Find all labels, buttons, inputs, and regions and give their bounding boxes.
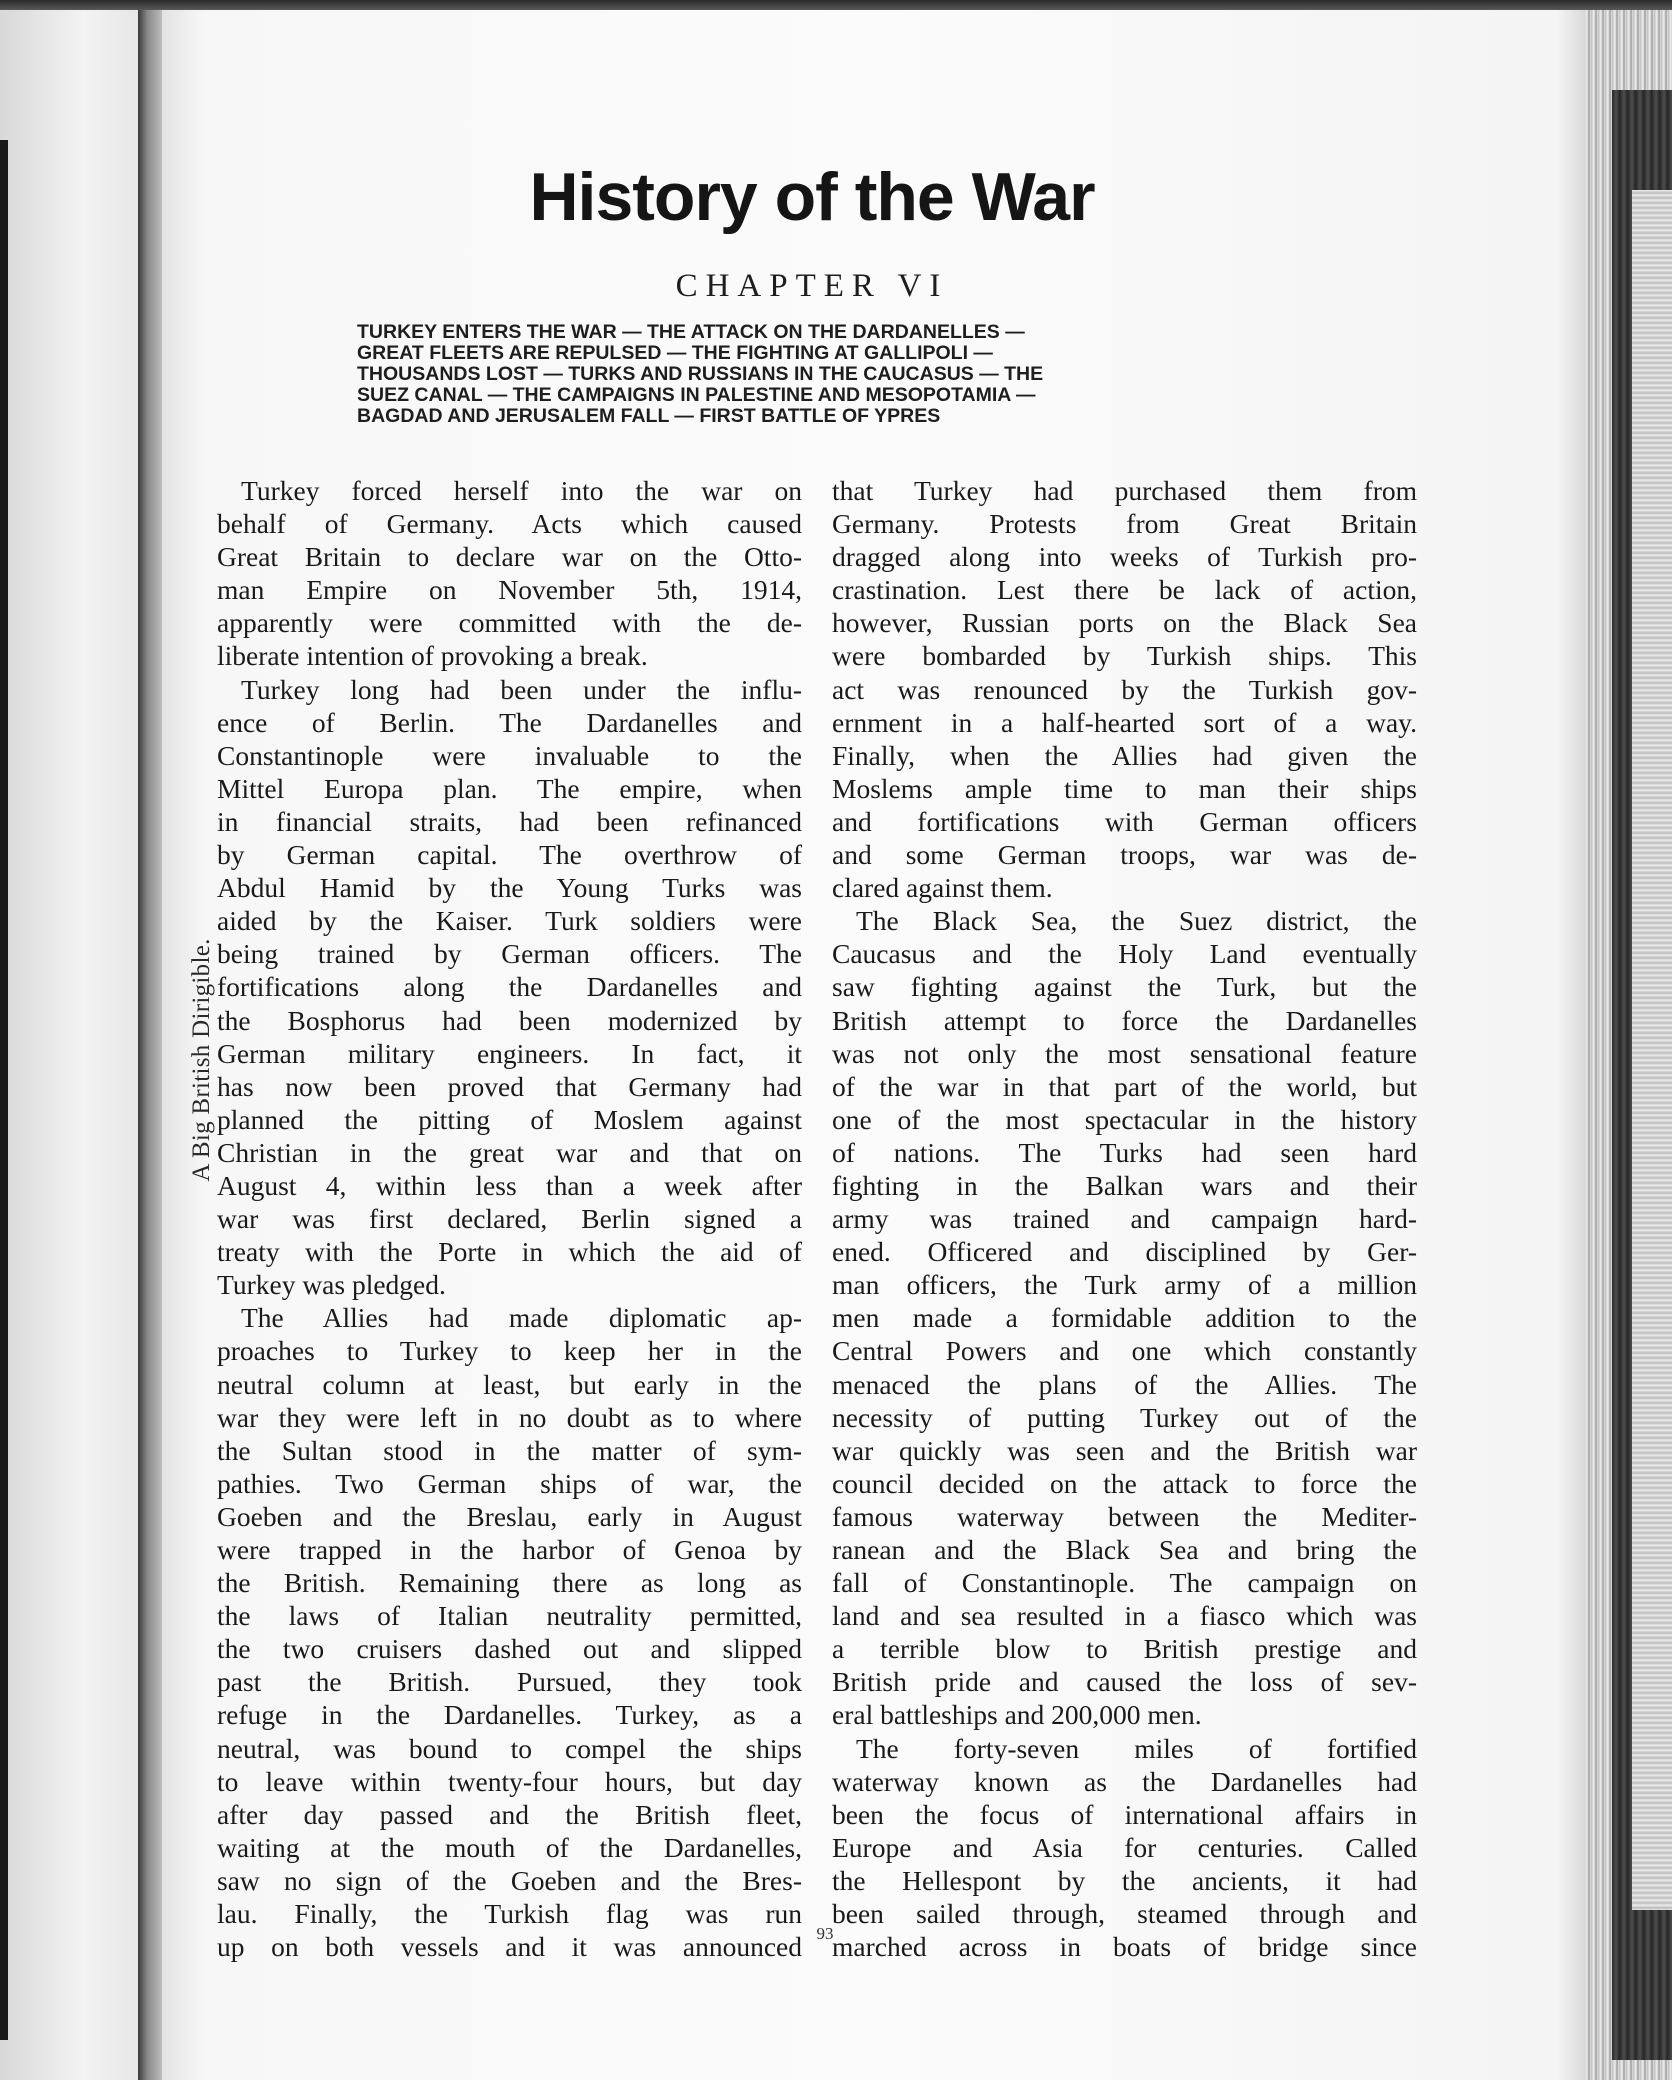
text-line: in financial straits, had been refinanced xyxy=(217,805,802,837)
text-line: The Black Sea, the Suez district, the xyxy=(856,905,1417,937)
text-line: proaches to Turkey to keep her in the xyxy=(217,1335,802,1367)
text-line: necessity of putting Turkey out of the xyxy=(832,1401,1417,1433)
synopsis-line: SUEZ CANAL — THE CAMPAIGNS IN PALESTINE AND MESOPOTAMIA — xyxy=(357,384,1036,406)
text-line: ernment in a half-hearted sort of a way. xyxy=(832,706,1417,738)
text-line: Finally, when the Allies had given the xyxy=(832,739,1417,771)
text-line: man Empire on November 5th, 1914, xyxy=(217,574,802,606)
text-line: being trained by German officers. The xyxy=(217,938,802,970)
text-line: Great Britain to declare war on the Otto- xyxy=(217,541,802,573)
text-line: Turkey forced herself into the war on xyxy=(241,475,802,506)
text-line: neutral, was bound to compel the ships xyxy=(217,1732,802,1764)
synopsis-line: THOUSANDS LOST — TURKS AND RUSSIANS IN THE CAUCASUS — THE xyxy=(357,363,1044,385)
text-line: to leave within twenty-four hours, but day xyxy=(217,1765,802,1797)
text-line: war they were left in no doubt as to where xyxy=(217,1401,802,1433)
text-line: a terrible blow to British prestige and xyxy=(832,1633,1417,1665)
text-line: after day passed and the British fleet, xyxy=(217,1798,802,1830)
text-line: crastination. Lest there be lack of action, xyxy=(832,574,1417,606)
facing-page-margin xyxy=(0,10,140,2080)
text-line: however, Russian ports on the Black Sea xyxy=(832,607,1417,639)
text-line: Christian in the great war and that on xyxy=(217,1136,802,1168)
text-line: treaty with the Porte in which the aid of xyxy=(217,1236,802,1268)
text-line: saw no sign of the Goeben and the Bres- xyxy=(217,1864,802,1896)
text-line: that Turkey had purchased them from xyxy=(832,475,1417,506)
text-line: clared against them. xyxy=(832,872,1053,904)
text-line: British pride and caused the loss of sev- xyxy=(832,1666,1417,1698)
text-line: the laws of Italian neutrality permitted, xyxy=(217,1600,802,1632)
page-stack-strip xyxy=(1632,190,1672,1910)
text-line: were trapped in the harbor of Genoa by xyxy=(217,1534,802,1565)
text-line: the Sultan stood in the matter of sym- xyxy=(217,1434,802,1466)
text-line: dragged along into weeks of Turkish pro- xyxy=(832,541,1417,573)
text-line: Turkey long had been under the influ- xyxy=(241,673,802,705)
text-line: been sailed through, steamed through and xyxy=(832,1898,1417,1930)
chapter-synopsis xyxy=(357,322,1447,427)
text-line: act was renounced by the Turkish gov- xyxy=(832,673,1417,705)
text-line: council decided on the attack to force the xyxy=(832,1467,1417,1499)
page-number: 93 xyxy=(816,1924,834,1943)
text-line: neutral column at least, but early in the xyxy=(217,1368,802,1400)
text-line: liberate intention of provoking a break. xyxy=(217,640,648,672)
text-line: refuge in the Dardanelles. Turkey, as a xyxy=(217,1699,802,1731)
text-line: war was first declared, Berlin signed a xyxy=(217,1203,802,1235)
text-line: The Allies had made diplomatic ap- xyxy=(241,1302,802,1334)
text-line: past the British. Pursued, they took xyxy=(217,1666,802,1698)
text-line: lau. Finally, the Turkish flag was run xyxy=(217,1898,802,1930)
text-column-right xyxy=(832,474,1417,1963)
text-line: was not only the most sensational feature xyxy=(832,1037,1417,1069)
text-line: fall of Constantinople. The campaign on xyxy=(832,1567,1417,1599)
text-line: by German capital. The overthrow of xyxy=(217,839,802,871)
chapter-heading: CHAPTER VI xyxy=(675,268,949,304)
text-line: Moslems ample time to man their ships xyxy=(832,772,1417,804)
text-line: Abdul Hamid by the Young Turks was xyxy=(217,872,802,904)
text-column-left xyxy=(217,474,802,1963)
text-line: the British. Remaining there as long as xyxy=(217,1567,802,1599)
text-line: behalf of Germany. Acts which caused xyxy=(217,508,802,540)
synopsis-line: GREAT FLEETS ARE REPULSED — THE FIGHTING AT GALLIPOLI — xyxy=(357,342,993,364)
synopsis-line: BAGDAD AND JERUSALEM FALL — FIRST BATTLE OF YPRES xyxy=(357,405,941,427)
text-line: marched across in boats of bridge since xyxy=(832,1931,1417,1963)
book-page xyxy=(162,10,1586,2080)
text-line: saw fighting against the Turk, but the xyxy=(832,971,1417,1003)
text-line: been the focus of international affairs in xyxy=(832,1798,1417,1830)
text-line: and fortifications with German officers xyxy=(832,805,1417,837)
text-line: Goeben and the Breslau, early in August xyxy=(217,1500,802,1532)
text-line: land and sea resulted in a fiasco which was xyxy=(832,1600,1417,1632)
text-line: has now been proved that Germany had xyxy=(217,1070,802,1102)
text-line: the two cruisers dashed out and slipped xyxy=(217,1633,802,1665)
facing-page-edge xyxy=(0,140,8,2040)
text-line: were bombarded by Turkish ships. This xyxy=(832,640,1417,672)
side-caption: A Big British Dirigible. xyxy=(188,938,215,1182)
text-line: ranean and the Black Sea and bring the xyxy=(832,1534,1417,1565)
text-line: waterway known as the Dardanelles had xyxy=(832,1765,1417,1797)
text-line: man officers, the Turk army of a million xyxy=(832,1269,1417,1301)
text-line: ence of Berlin. The Dardanelles and xyxy=(217,706,802,738)
page-title: History of the War xyxy=(529,159,1095,235)
text-line: the Bosphorus had been modernized by xyxy=(217,1004,802,1036)
synopsis-line: TURKEY ENTERS THE WAR — THE ATTACK ON THE DARDANELLES — xyxy=(357,321,1025,343)
text-line: menaced the plans of the Allies. The xyxy=(832,1368,1417,1400)
text-line: famous waterway between the Mediter- xyxy=(832,1500,1417,1532)
text-line: German military engineers. In fact, it xyxy=(217,1037,802,1069)
text-line: and some German troops, war was de- xyxy=(832,839,1417,871)
text-line: fortifications along the Dardanelles and xyxy=(217,971,802,1003)
text-line: Mittel Europa plan. The empire, when xyxy=(217,772,802,804)
text-line: aided by the Kaiser. Turk soldiers were xyxy=(217,905,802,937)
text-line: army was trained and campaign hard- xyxy=(832,1203,1417,1235)
text-line: up on both vessels and it was announced xyxy=(217,1931,802,1963)
text-line: Germany. Protests from Great Britain xyxy=(832,508,1417,540)
text-line: planned the pitting of Moslem against xyxy=(217,1103,802,1135)
text-line: men made a formidable addition to the xyxy=(832,1302,1417,1334)
text-line: The forty-seven miles of fortified xyxy=(856,1732,1417,1764)
text-line: apparently were committed with the de- xyxy=(217,607,802,639)
text-line: Central Powers and one which constantly xyxy=(832,1335,1417,1367)
text-line: the Hellespont by the ancients, it had xyxy=(832,1864,1417,1896)
text-line: British attempt to force the Dardanelles xyxy=(832,1004,1417,1036)
text-line: Turkey was pledged. xyxy=(217,1269,446,1301)
text-line: Constantinople were invaluable to the xyxy=(217,739,802,771)
text-line: eral battleships and 200,000 men. xyxy=(832,1699,1202,1731)
text-line: Caucasus and the Holy Land eventually xyxy=(832,938,1417,970)
text-line: Europe and Asia for centuries. Called xyxy=(832,1831,1417,1863)
text-line: August 4, within less than a week after xyxy=(217,1169,802,1201)
text-line: ened. Officered and disciplined by Ger- xyxy=(832,1236,1417,1268)
text-line: fighting in the Balkan wars and their xyxy=(832,1169,1417,1201)
binding-gutter xyxy=(138,10,162,2080)
text-line: war quickly was seen and the British war xyxy=(832,1434,1417,1466)
text-line: of the war in that part of the world, but xyxy=(832,1070,1417,1102)
text-line: one of the most spectacular in the history xyxy=(832,1103,1417,1135)
text-line: waiting at the mouth of the Dardanelles, xyxy=(217,1831,802,1863)
text-line: pathies. Two German ships of war, the xyxy=(217,1467,802,1499)
text-line: of nations. The Turks had seen hard xyxy=(832,1136,1417,1168)
